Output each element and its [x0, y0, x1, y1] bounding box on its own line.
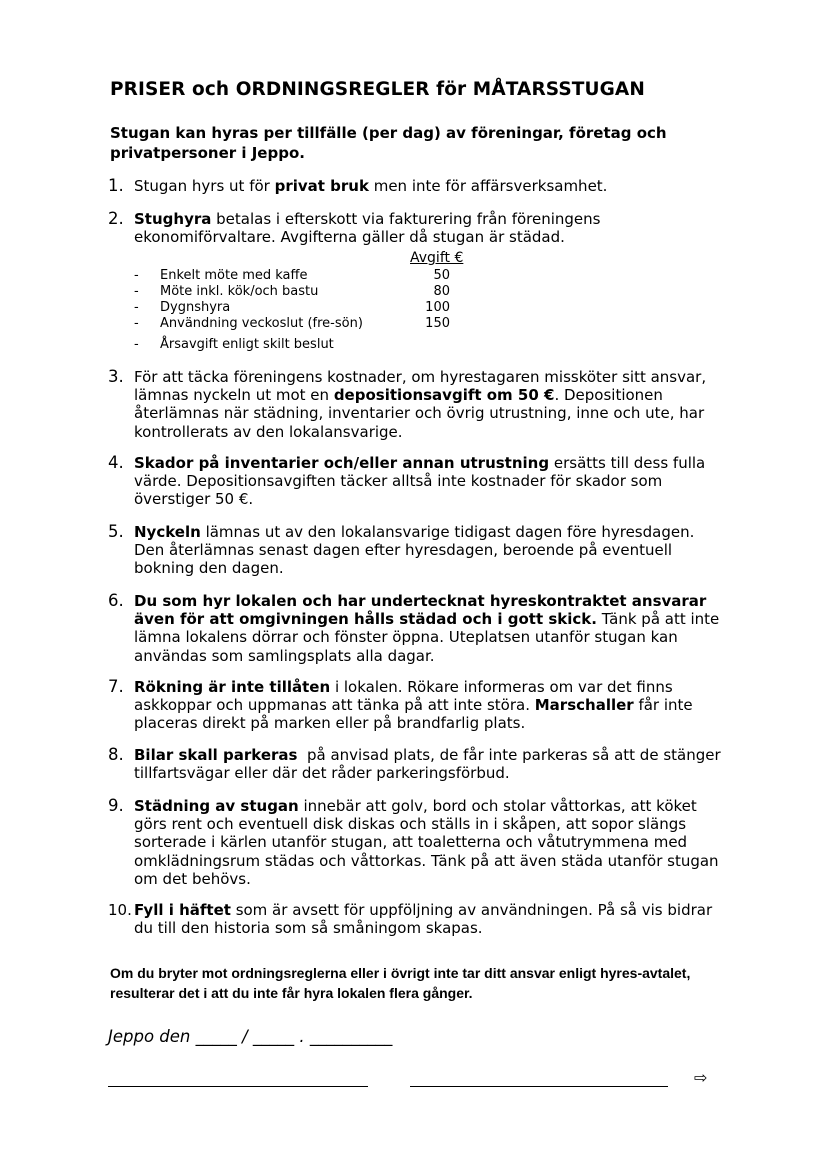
fee-amount: 100	[425, 300, 450, 315]
signature-line-left	[108, 1086, 368, 1087]
bullet-dash: -	[134, 268, 139, 283]
rule-number: 2.	[108, 209, 124, 228]
fee-label: Årsavgift enligt skilt beslut	[160, 337, 334, 352]
signature-line-right	[410, 1086, 668, 1087]
fee-row	[134, 316, 464, 332]
warning-notice: Om du bryter mot ordningsreglerna eller i övrigt inte tar ditt ansvar enligt hyres-avtalet, resulterar det i att du inte får hyra lokalen flera gånger.	[110, 965, 691, 1001]
fee-label: Dygnshyra	[160, 300, 231, 315]
rule-text: lämnas ut av den lokalansvarige tidigast dagen före hyresdagen. Den återlämnas senast dagen efter hyresdagen, beroende på eventuell bokning den dagen.	[134, 523, 695, 578]
rule-number: 4.	[108, 453, 124, 472]
rule-bold-text: Städning av stugan	[134, 797, 299, 815]
fee-row	[134, 337, 464, 353]
rule-text: innebär att golv, bord och stolar våttorkas, att köket görs rent och eventuell disk diskas och ställs in i skåpen, att sopor slängs sorterade i kärlen utanför stugan, att toaletterna och våtutrymmena med omklädningsrum städas och våttorkas. Tänk på att även städa utanför stugan om det behövs.	[134, 797, 719, 888]
rule-number: 9.	[108, 796, 124, 815]
fee-row	[134, 300, 464, 316]
fee-column-header: Avgift €	[410, 250, 464, 266]
fee-amount: 80	[433, 284, 450, 299]
rule-bold-text: privat bruk	[274, 177, 369, 195]
rule-number: 5.	[108, 522, 124, 541]
rule-text: Stugan hyrs ut för	[134, 177, 275, 195]
rule-bold-text: Du som hyr lokalen och har undertecknat hyreskontraktet ansvarar även för att omgivningen hålls städad och i gott skick.	[134, 592, 707, 629]
rule-item-9	[108, 797, 728, 888]
rule-item-3	[108, 368, 728, 441]
intro-text: Stugan kan hyras per tillfälle (per dag) av föreningar, företag och privatpersoner i Jeppo.	[110, 124, 667, 162]
rule-bold-text: Stughyra	[134, 210, 212, 228]
rule-item-8	[108, 746, 728, 782]
rule-item-4	[108, 454, 728, 509]
rule-bold-text: depositionsavgift om 50 €	[333, 386, 555, 405]
rule-item-2	[108, 210, 728, 246]
rule-item-6	[108, 592, 728, 665]
signature-place-date: Jeppo den _____ / _____ . __________	[108, 1027, 393, 1046]
rule-item-7	[108, 678, 728, 733]
rule-number: 3.	[108, 367, 124, 386]
rule-text: i lokalen. Rökare informeras om var det finns askkoppar och uppmanas att tänka på att inte störa.	[134, 678, 673, 715]
page-title: PRISER och ORDNINGSREGLER för MÅTARSSTUGAN	[110, 79, 645, 100]
rule-number: 8.	[108, 745, 124, 764]
rule-bold-text: Skador på inventarier och/eller annan utrustning	[134, 454, 550, 472]
bullet-dash: -	[134, 316, 139, 331]
fee-row	[134, 284, 464, 300]
rule-text: betalas i efterskott via fakturering från föreningens ekonomiförvaltare. Avgifterna gäller då stugan är städad.	[134, 210, 601, 247]
rule-item-10	[108, 901, 728, 937]
fee-amount: 50	[433, 268, 450, 283]
rule-number: 1.	[108, 176, 124, 195]
rule-bold-text: Bilar skall parkeras	[134, 746, 298, 764]
rule-number: 7.	[108, 677, 124, 696]
rule-bold-text: Rökning är inte tillåten	[134, 678, 331, 696]
rule-text-continued: får inte placeras direkt på marken eller på brandfarlig plats.	[134, 696, 693, 733]
rule-text: som är avsett för uppföljning av användningen. På så vis bidrar du till den historia som så småningom skapas.	[134, 901, 713, 938]
rule-text-continued: . Depositionen återlämnas när städning, inventarier och övrig utrustning, inne och ute, har kontrollerats av den lokalansvarige.	[134, 386, 705, 441]
rule-item-5	[108, 523, 728, 578]
rule-bold-text: Nyckeln	[134, 523, 201, 541]
fee-label: Möte inkl. kök/och bastu	[160, 284, 319, 299]
rule-text: på anvisad plats, de får inte parkeras så att de stänger tillfartsvägar eller där det råder parkeringsförbud.	[134, 746, 726, 783]
rule-text: För att täcka föreningens kostnader, om hyrestagaren missköter sitt ansvar, lämnas nyckeln ut mot en	[134, 368, 707, 405]
rule-text: ersätts till dess fulla värde. Depositionsavgiften täcker alltså inte kostnader för skador som överstiger 50 €.	[134, 454, 706, 509]
rule-item-1	[108, 177, 728, 195]
rule-number: 10.	[108, 901, 132, 919]
fee-label: Användning veckoslut (fre-sön)	[160, 316, 363, 331]
rule-bold-text: Fyll i häftet	[134, 901, 231, 919]
fee-row	[134, 268, 464, 284]
rule-text-continued: men inte för affärsverksamhet.	[368, 177, 608, 195]
right-arrow-icon: ⇨	[694, 1068, 708, 1087]
fee-label: Enkelt möte med kaffe	[160, 268, 308, 283]
rule-text: Tänk på att inte lämna lokalens dörrar och fönster öppna. Uteplatsen utanför stugan kan användas som samlingsplats alla dagar.	[134, 610, 720, 665]
fee-amount: 150	[425, 316, 450, 331]
bullet-dash: -	[134, 284, 139, 299]
rule-number: 6.	[108, 591, 124, 610]
rule-bold-text-2: Marschaller	[534, 696, 634, 715]
bullet-dash: -	[134, 337, 139, 352]
bullet-dash: -	[134, 300, 139, 315]
